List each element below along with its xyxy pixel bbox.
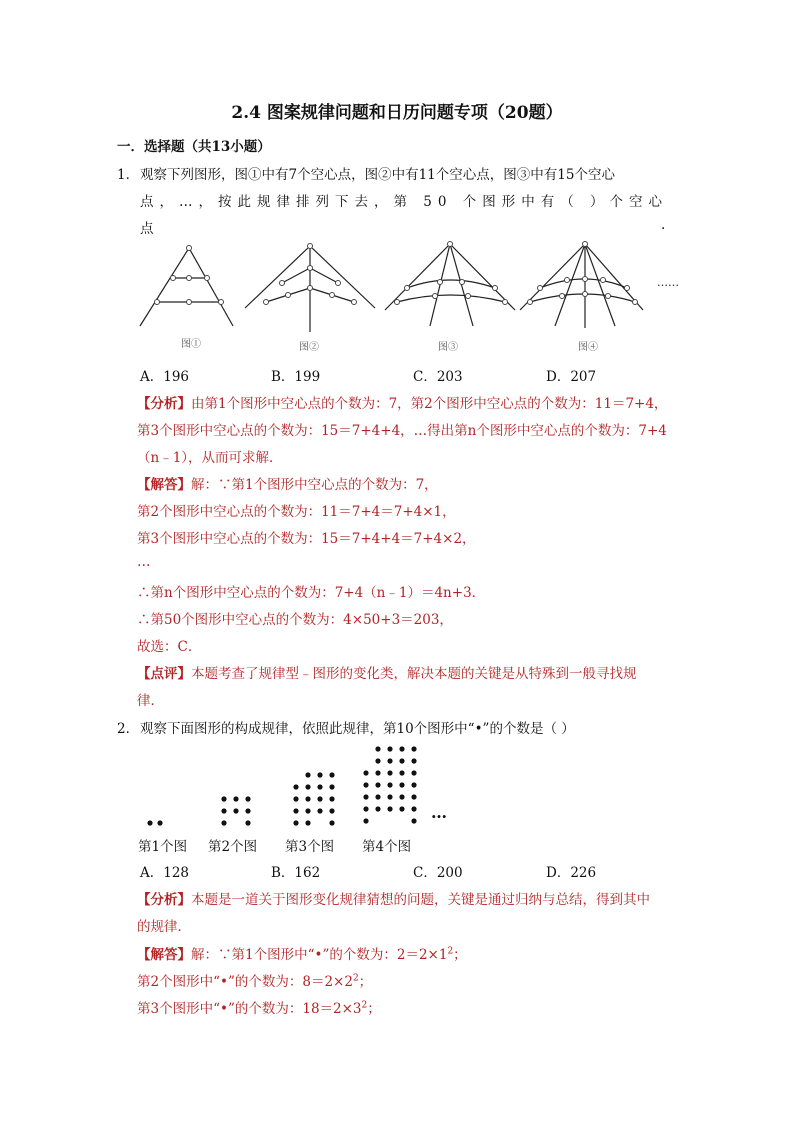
q2-answer-line1: 【解答】解：∵第1个图形中“•”的个数为：$2=2\times 1^2$； — [137, 946, 467, 963]
q2-analysis-tag: 【分析】 — [137, 892, 191, 908]
q2-fig-label-2: 第2个图 — [208, 839, 258, 855]
q2-option-a: A．128 — [140, 865, 190, 881]
q2-fig-label-1: 第1个图 — [138, 839, 188, 855]
q2-number: 2． — [117, 721, 140, 737]
q1-answer-line1: 【解答】解：∵第1个图形中空心点的个数为：7， — [137, 477, 438, 493]
q2-option-b: B．162 — [271, 865, 321, 881]
q1-answer-line3: 第3个图形中空心点的个数为：15＝7+4+4＝7+4×2， — [137, 531, 476, 547]
q1-comment-line2: 律． — [137, 693, 164, 709]
q2-fig-label-4: 第4个图 — [362, 839, 412, 855]
q1-text-line1: 观察下列图形，图①中有7个空心点，图②中有11个空心点，图③中有15个空心 — [140, 167, 615, 183]
q1-answer-line2: 第2个图形中空心点的个数为：11＝7+4＝7+4×1， — [137, 504, 456, 520]
q1-option-d: D．207 — [546, 369, 597, 385]
page-title: 2.4 图案规律问题和日历问题专项（20题） — [231, 103, 563, 123]
q1-fig-label-2: 图② — [299, 342, 319, 353]
q2-answer-line3: 第3个图形中“•”的个数为：$18=2\times 3^2$； — [137, 1000, 381, 1017]
q1-analysis-line2: 第3个图形中空心点的个数为：15＝7+4+4，…得出第n个图形中空心点的个数为：7+4 — [137, 423, 667, 439]
q2-text: 观察下面图形的构成规律，依照此规律，第10个图形中“•”的个数是（ ） — [140, 721, 575, 737]
q1-text-line2: 点，…，按此规律排列下去，第 50 个图形中有（ ）个空心 — [140, 194, 669, 210]
q1-comment-tag: 【点评】 — [137, 666, 191, 682]
q1-option-a: A．196 — [140, 369, 190, 385]
q2-option-d: D．226 — [546, 865, 597, 881]
q1-fig-label-4: 图④ — [578, 342, 598, 353]
q1-answer-line7: 故选：C． — [137, 639, 202, 655]
section-heading: 一．选择题（共13小题） — [117, 139, 271, 155]
q1-text-end: . — [661, 217, 666, 233]
q1-text-line3: 点 — [140, 221, 154, 237]
q1-answer-tag: 【解答】 — [137, 477, 191, 493]
q1-analysis-tag: 【分析】 — [137, 396, 191, 412]
q1-number: 1． — [117, 167, 140, 183]
q1-answer-line4: … — [137, 554, 151, 570]
q1-option-b: B．199 — [271, 369, 321, 385]
q1-fig-ellipsis: …… — [657, 276, 679, 289]
q1-answer-line6: ∴第50个图形中空心点的个数为：4×50+3＝203， — [137, 612, 453, 628]
q2-fig-ellipsis: … — [431, 803, 447, 822]
q2-option-c: C．200 — [413, 865, 463, 881]
q1-answer-line5: ∴第n个图形中空心点的个数为：7+4（n﹣1）＝4n+3． — [137, 585, 486, 601]
q2-fig-label-3: 第3个图 — [285, 839, 335, 855]
q1-fig-label-1: 图① — [181, 339, 201, 350]
q2-answer-line2: 第2个图形中“•”的个数为：$8=2\times 2^2$； — [137, 973, 373, 990]
q1-analysis-line1: 【分析】由第1个图形中空心点的个数为：7，第2个图形中空心点的个数为：11＝7+4， — [137, 396, 668, 412]
q2-analysis-line2: 的规律． — [137, 919, 191, 935]
q1-comment-line1: 【点评】本题考查了规律型﹣图形的变化类，解决本题的关键是从特殊到一般寻找规 — [137, 666, 637, 682]
q1-figure — [135, 240, 695, 340]
q1-fig-label-3: 图③ — [438, 342, 458, 353]
q1-analysis-line3: （n﹣1），从而可求解． — [137, 450, 283, 466]
q2-figure — [130, 742, 450, 832]
q1-option-c: C．203 — [413, 369, 463, 385]
q2-analysis-line1: 【分析】本题是一道关于图形变化规律猜想的问题，关键是通过归纳与总结，得到其中 — [137, 892, 650, 908]
q2-answer-tag: 【解答】 — [137, 947, 191, 963]
